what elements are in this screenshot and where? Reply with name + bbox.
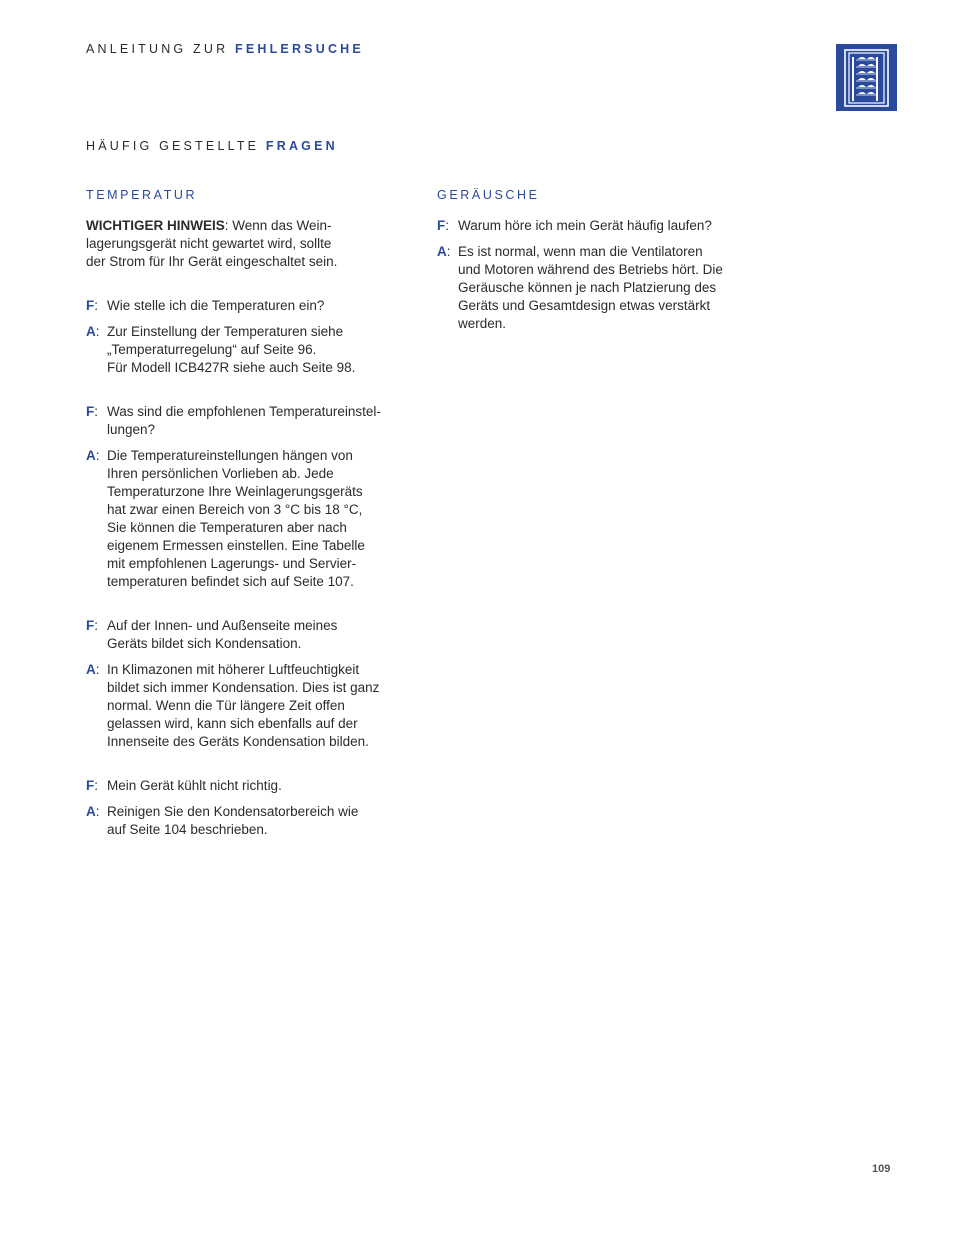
answer bbox=[86, 447, 406, 591]
notice-label: WICHTIGER HINWEIS bbox=[86, 218, 225, 233]
faq-heading bbox=[86, 139, 338, 153]
answer-marker: A: bbox=[86, 804, 100, 819]
faq-heading-emphasis: FRAGEN bbox=[265, 139, 338, 153]
qa-group-4 bbox=[86, 777, 406, 839]
qa-group-3 bbox=[86, 617, 406, 751]
answer-marker: A: bbox=[86, 324, 100, 339]
temperature-title: TEMPERATUR bbox=[86, 188, 198, 202]
qa-group-2 bbox=[86, 403, 406, 591]
answer-text: Reinigen Sie den Kondensatorbereich wie auf Seite 104 beschrieben. bbox=[107, 804, 359, 837]
important-notice bbox=[86, 217, 406, 271]
question-marker: F: bbox=[86, 778, 99, 793]
question bbox=[86, 297, 406, 315]
answer-marker: A: bbox=[86, 662, 100, 677]
question bbox=[86, 777, 406, 795]
question-text: Was sind die empfohlenen Temperatureinstel- lungen? bbox=[107, 404, 381, 437]
question-marker: F: bbox=[86, 404, 99, 419]
qa-group-1 bbox=[86, 297, 406, 377]
answer bbox=[86, 661, 406, 751]
section-header bbox=[86, 42, 364, 56]
answer bbox=[86, 323, 406, 377]
question-marker: F: bbox=[86, 298, 99, 313]
answer-marker: A: bbox=[86, 448, 100, 463]
noise-title: GERÄUSCHE bbox=[437, 188, 540, 202]
question-text: Auf der Innen- und Außenseite meines Geräts bildet sich Kondensation. bbox=[107, 618, 338, 651]
header-prefix: ANLEITUNG ZUR bbox=[86, 42, 235, 56]
faq-heading-prefix: HÄUFIG GESTELLTE bbox=[86, 139, 266, 153]
question-text: Wie stelle ich die Temperaturen ein? bbox=[107, 298, 325, 313]
wine-cabinet-icon bbox=[836, 44, 897, 111]
question-text: Warum höre ich mein Gerät häufig laufen? bbox=[458, 218, 712, 233]
question-text: Mein Gerät kühlt nicht richtig. bbox=[107, 778, 282, 793]
header-emphasis: FEHLERSUCHE bbox=[234, 42, 364, 56]
answer-marker: A: bbox=[437, 244, 451, 259]
wine-cabinet-graphic bbox=[836, 44, 897, 111]
answer-text: Die Temperatureinstellungen hängen von Ihren persönlichen Vorlieben ab. Jede Temperaturzone Ihre Weinlagerungsgeräts hat zwar einen Bereich von 3 °C bis 18 °C, Sie können die Temperaturen aber nach eigenem Ermessen einstellen. Eine Tabelle mit empfohlenen Lagerungs- und Servier- temperaturen befindet sich auf Seite 107. bbox=[107, 448, 365, 589]
page-number: 109 bbox=[872, 1163, 891, 1175]
notice-text: : Wenn das Wein- lagerungsgerät nicht gewartet wird, sollte der Strom für Ihr Gerät eingeschaltet sein. bbox=[86, 218, 338, 269]
answer-text: Zur Einstellung der Temperaturen siehe „Temperaturregelung“ auf Seite 96. Für Modell ICB427R siehe auch Seite 98. bbox=[107, 324, 356, 375]
noise-column bbox=[437, 186, 757, 359]
qa-group-noise bbox=[437, 217, 757, 333]
answer-text: Es ist normal, wenn man die Ventilatoren und Motoren während des Betriebs hört. Die Geräusche können je nach Platzierung des Geräts und Gesamtdesign etwas verstärkt werden. bbox=[458, 244, 723, 331]
temperature-column bbox=[86, 186, 406, 865]
question bbox=[86, 403, 406, 439]
question bbox=[86, 617, 406, 653]
answer bbox=[437, 243, 757, 333]
answer-text: In Klimazonen mit höherer Luftfeuchtigkeit bildet sich immer Kondensation. Dies ist ganz normal. Wenn die Tür längere Zeit offen gelassen wird, kann sich ebenfalls auf der Innenseite des Geräts Kondensation bilden. bbox=[107, 662, 380, 749]
answer bbox=[86, 803, 406, 839]
question-marker: F: bbox=[86, 618, 99, 633]
question bbox=[437, 217, 757, 235]
question-marker: F: bbox=[437, 218, 450, 233]
